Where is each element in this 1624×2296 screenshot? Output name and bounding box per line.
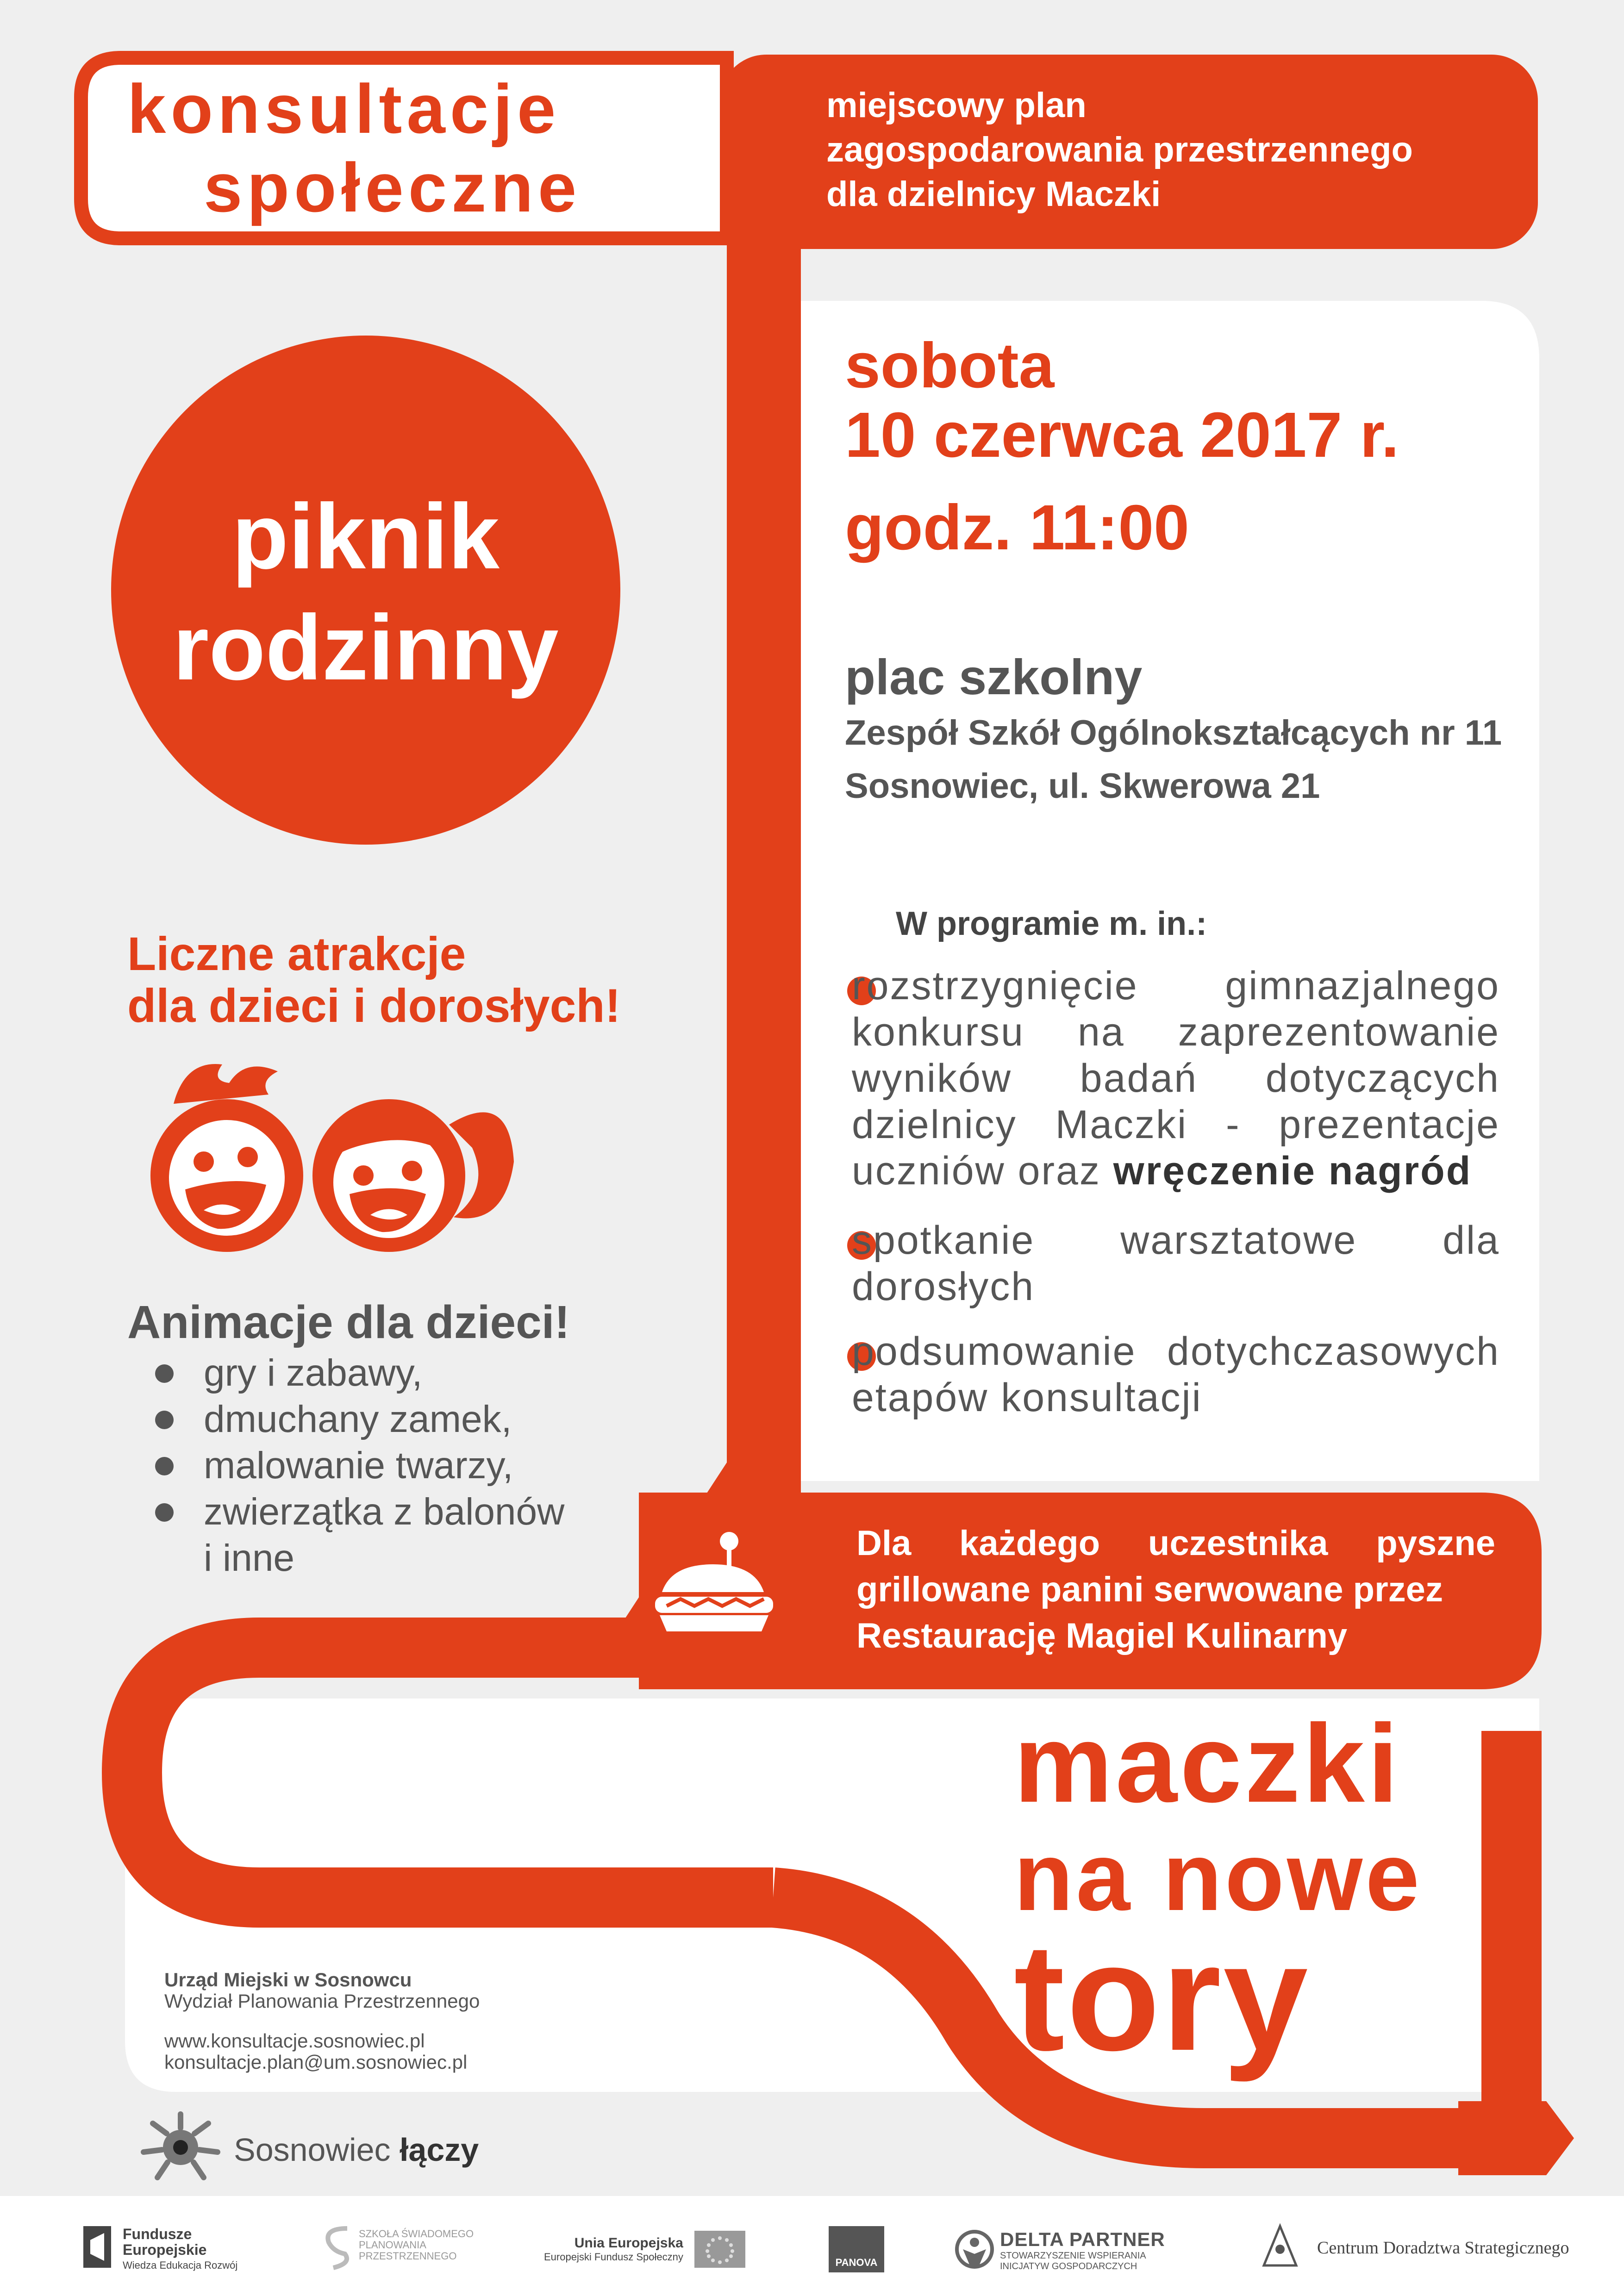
- program-item-2: spotkanie warsztatowe dla dorosłych: [852, 1218, 1500, 1309]
- cds-logo-icon: [1259, 2221, 1301, 2272]
- header-title-line1: konsultacje: [127, 70, 561, 148]
- slogan-side-bar: [1481, 1731, 1542, 2138]
- panova-logo: [829, 2226, 884, 2272]
- attractions-text: [127, 928, 621, 1032]
- dp-line1: DELTA PARTNER: [1000, 2228, 1165, 2250]
- event-day: sobota: [845, 330, 1055, 401]
- city-logo-slogan: łączy: [399, 2132, 479, 2168]
- list-bullet: [155, 1503, 174, 1522]
- piknik-title-line1: piknik: [232, 485, 500, 588]
- header-subtitle-line2: zagospodarowania przestrzennego: [826, 130, 1413, 169]
- piknik-title-line2: rodzinny: [173, 596, 559, 699]
- slogan-line1: maczki: [1014, 1701, 1401, 1825]
- ssp-logo-icon: [319, 2221, 356, 2272]
- slogan-line2: na nowe: [1014, 1822, 1423, 1931]
- city-logo-text: [234, 2131, 479, 2168]
- panini-line2: grillowane panini serwowane przez: [856, 1570, 1443, 1609]
- panova-text: PANOVA: [835, 2257, 878, 2268]
- footer-email-link[interactable]: konsultacje.plan@um.sosnowiec.pl: [164, 2051, 468, 2073]
- footer-contact: [164, 1969, 480, 2073]
- dp-line2: STOWARZYSZENIE WSPIERANIA: [1000, 2251, 1146, 2261]
- attractions-line2: dla dzieci i dorosłych!: [127, 979, 621, 1032]
- fundusze-europejskie-logo: [123, 2226, 237, 2273]
- fe-line3: Wiedza Edukacja Rozwój: [123, 2259, 238, 2271]
- delta-partner-logo: [1000, 2228, 1165, 2272]
- ssp-line1: SZKOŁA ŚWIADOMEGO: [359, 2228, 474, 2240]
- vertical-track: [727, 231, 801, 1481]
- event-place: plac szkolny: [845, 649, 1143, 705]
- footer-dept: Wydział Planowania Przestrzennego: [164, 1990, 480, 2012]
- panini-text: [856, 1520, 1495, 1659]
- animation-item-extra: i inne: [204, 1537, 295, 1579]
- event-date: 10 czerwca 2017 r.: [845, 399, 1399, 471]
- ssp-line3: PRZESTRZENNEGO: [359, 2250, 457, 2262]
- panini-line1: Dla każdego uczestnika pyszne: [856, 1524, 1495, 1563]
- attractions-line1: Liczne atrakcje: [127, 927, 466, 980]
- piknik-title: [111, 481, 620, 703]
- event-school: Zespół Szkół Ogólnokształcących nr 11: [845, 713, 1502, 753]
- header-subtitle: [826, 83, 1413, 217]
- city-logo-name: Sosnowiec: [234, 2132, 400, 2168]
- slogan-line3: tory: [1014, 1911, 1310, 2082]
- ue-logo: [544, 2235, 683, 2263]
- track-arrow-tip: [1458, 2101, 1574, 2175]
- header-subtitle-line1: miejscowy plan: [826, 86, 1087, 125]
- ue-line1: Unia Europejska: [574, 2235, 683, 2251]
- animation-item: gry i zabawy,: [204, 1352, 423, 1394]
- panini-sandwich-icon: [643, 1523, 782, 1648]
- list-bullet: [155, 1457, 174, 1475]
- fe-line1: Fundusze: [123, 2226, 192, 2242]
- event-time: godz. 11:00: [845, 492, 1189, 563]
- program-heading: W programie m. in.:: [896, 905, 1207, 942]
- program-item-3: podsumowanie dotychczasowych etapów konsultacji: [852, 1329, 1500, 1420]
- event-address: Sosnowiec, ul. Skwerowa 21: [845, 766, 1320, 806]
- header-title-line2: społeczne: [204, 149, 581, 226]
- sosnowiec-logo-icon: [134, 2110, 227, 2184]
- children-faces-icon: [130, 1051, 518, 1282]
- ue-line2: Europejski Fundusz Społeczny: [544, 2251, 683, 2263]
- dp-line3: INICJATYW GOSPODARCZYCH: [1000, 2261, 1137, 2271]
- fundusze-europejskie-icon: [79, 2221, 116, 2272]
- fe-line2: Europejskie: [123, 2241, 207, 2258]
- program-item-1-text: rozstrzygnięcie gimnazjalnego konkursu na zaprezentowanie wyników badań dotyczących dzielnicy Maczki - prezentacje uczniów oraz: [852, 964, 1500, 1193]
- list-bullet: [155, 1411, 174, 1429]
- ssp-logo: [359, 2228, 474, 2262]
- ssp-line2: PLANOWANIA: [359, 2239, 426, 2251]
- header-subtitle-line3: dla dzielnicy Maczki: [826, 174, 1161, 214]
- animation-item: dmuchany zamek,: [204, 1398, 512, 1440]
- panini-line3: Restaurację Magiel Kulinarny: [856, 1616, 1348, 1655]
- animations-heading: Animacje dla dzieci!: [127, 1296, 570, 1348]
- cds-logo-text: Centrum Doradztwa Strategicznego: [1317, 2238, 1569, 2258]
- list-bullet: [155, 1364, 174, 1383]
- delta-partner-icon: [954, 2228, 995, 2270]
- program-item-1-bold: wręczenie nagród: [1113, 1149, 1472, 1193]
- program-item-1: [852, 963, 1500, 1194]
- animation-item: zwierzątka z balonów: [204, 1491, 565, 1533]
- animation-item: malowanie twarzy,: [204, 1444, 513, 1487]
- footer-org: Urząd Miejski w Sosnowcu: [164, 1969, 412, 1991]
- footer-web-link[interactable]: www.konsultacje.sosnowiec.pl: [164, 2030, 425, 2052]
- eu-flag-icon: [694, 2231, 745, 2268]
